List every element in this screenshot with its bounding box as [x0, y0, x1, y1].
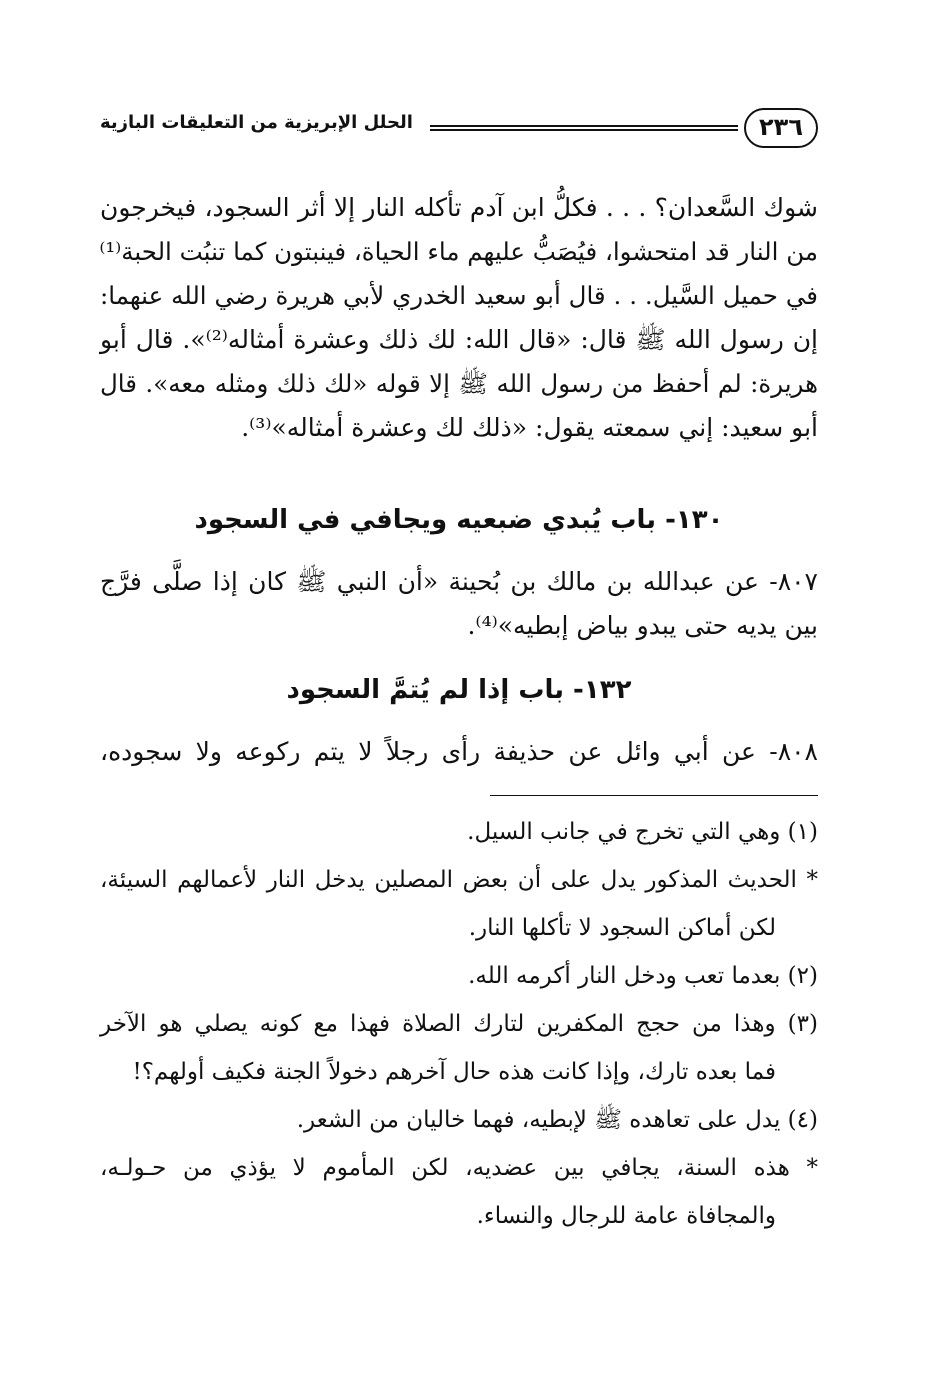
footnote-line: * الحديث المذكور يدل على أن بعض المصلين يدخل النار لأعمالهم السيئة،: [100, 867, 818, 893]
footnote-line: فما بعده تارك، وإذا كانت هذه حال آخرهم دخولاً الجنة فكيف أولهم؟!: [132, 1059, 776, 1085]
chapter-heading-130: ١٣٠- باب يُبدي ضبعيه ويجافي في السجود: [194, 505, 724, 535]
text-line: في حميل السَّيل. . . قال أبو سعيد الخدري لأبي هريرة رضي الله عنهما:: [100, 281, 818, 310]
book-title: الحلل الإبريزية من التعليقات البازية: [100, 112, 413, 133]
footnote-line: (٢) بعدما تعب ودخل النار أكرمه الله.: [468, 963, 818, 989]
paragraph-hadith-808: [100, 730, 818, 774]
paragraph-hadith-807: [100, 560, 818, 648]
text-line: إن رسول الله ﷺ قال: «قال الله: لك ذلك وعشرة أمثاله⁽²⁾». قال أبو: [100, 325, 818, 354]
page-header: [100, 100, 818, 158]
footnote-line: (١) وهي التي تخرج في جانب السيل.: [467, 819, 818, 845]
text-line: من النار قد امتحشوا، فيُصَبُّ عليهم ماء الحياة، فينبتون كما تنبُت الحبة⁽¹⁾: [99, 237, 818, 266]
page-number: ٢٣٦: [744, 108, 818, 148]
text-line: شوك السَّعدان؟ . . . فكلُّ ابن آدم تأكله النار إلا أثر السجود، فيخرجون: [100, 193, 818, 222]
footnote-line: لكن أماكن السجود لا تأكلها النار.: [468, 915, 776, 941]
footnote-line: والمجافاة عامة للرجال والنساء.: [476, 1203, 776, 1229]
footnotes: [100, 808, 818, 1240]
paragraph-hadith-continuation: [100, 186, 818, 450]
text-line: هريرة: لم أحفظ من رسول الله ﷺ إلا قوله «لك ذلك ومثله معه». قال: [100, 369, 818, 398]
chapter-heading-132: ١٣٢- باب إذا لم يُتمَّ السجود: [286, 675, 632, 705]
footnote-line: (٤) يدل على تعاهده ﷺ لإبطيه، فهما خاليان من الشعر.: [296, 1107, 818, 1133]
footnote-line: (٣) وهذا من حجج المكفرين لتارك الصلاة فهذا مع كونه يصلي هو الآخر: [100, 1011, 818, 1037]
text-line: ٨٠٧- عن عبدالله بن مالك بن بُحينة «أن النبي ﷺ كان إذا صلَّى فرَّج: [100, 567, 818, 596]
footnote-divider: [490, 795, 818, 796]
text-line: ٨٠٨- عن أبي وائل عن حذيفة رأى رجلاً لا يتم ركوعه ولا سجوده،: [100, 737, 818, 766]
footnote-line: * هذه السنة، يجافي بين عضديه، لكن المأموم لا يؤذي من حـولـه،: [100, 1155, 818, 1181]
text-line: بين يديه حتى يبدو بياض إبطيه»⁽⁴⁾.: [467, 611, 818, 640]
text-line: أبو سعيد: إني سمعته يقول: «ذلك لك وعشرة أمثاله»⁽³⁾.: [241, 413, 818, 442]
header-rule: [430, 125, 738, 131]
